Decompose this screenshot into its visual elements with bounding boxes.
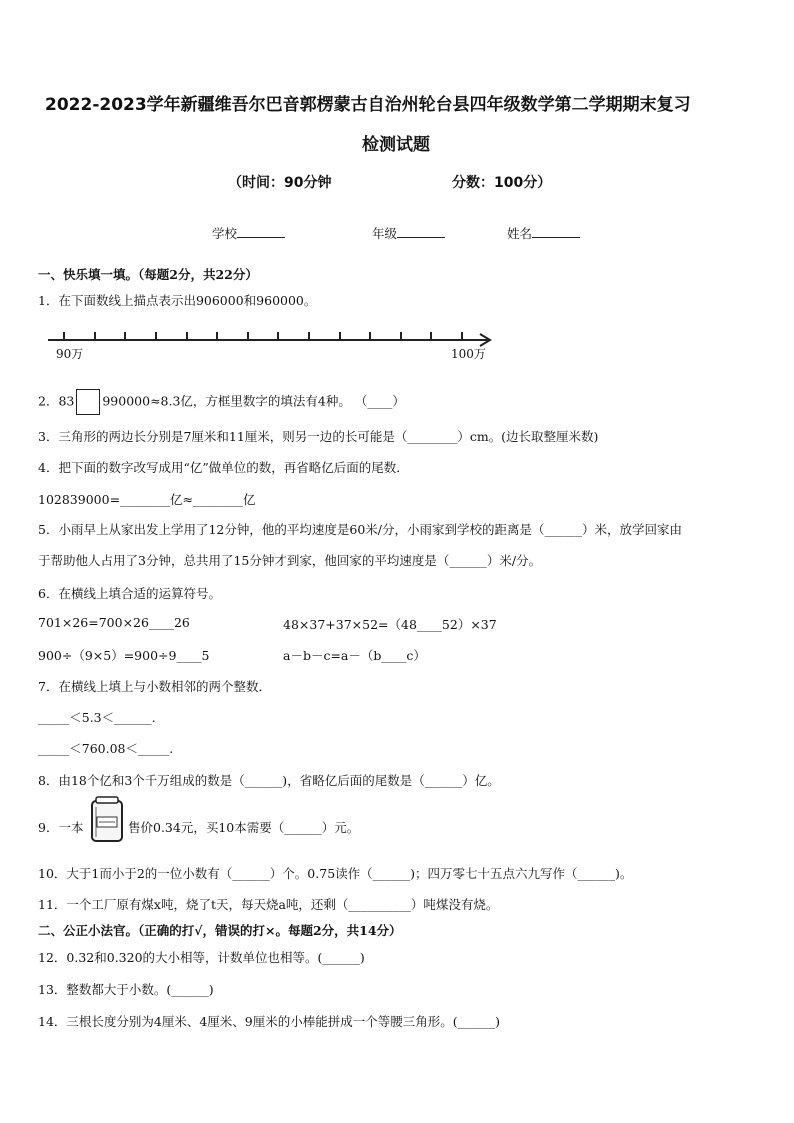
school-field[interactable]	[212, 224, 285, 242]
question-6-c: 900÷（9×5）=900÷9____5	[38, 648, 210, 663]
question-7: 7．在横线上填上与小数相邻的两个整数．	[38, 679, 271, 694]
question-6-b: 48×37+37×52=（48____52）×37	[283, 617, 497, 632]
name-label: 姓名	[507, 226, 533, 241]
question-7-b: _____＜760.08＜_____.	[38, 741, 174, 756]
question-8: 8．由18个亿和3个千万组成的数是（______)，省略亿后面的尾数是（______）亿。	[38, 773, 500, 788]
question-5-line-2: 于帮助他人占用了3分钟，总共用了15分钟才到家，他回家的平均速度是（______）米/分。	[38, 553, 542, 568]
question-4-blank: 102839000=________亿≈________亿	[38, 492, 256, 507]
question-3: 3．三角形的两边长分别是7厘米和11厘米，则另一边的长可能是（________）cm。(边长取整厘米数)	[38, 429, 599, 444]
question-14: 14．三根长度分别为4厘米、4厘米、9厘米的小棒能拼成一个等腰三角形。(______)	[38, 1014, 501, 1029]
question-6-a: 701×26=700×26____26	[38, 615, 190, 630]
question-12: 12．0.32和0.320的大小相等，计数单位也相等。(______)	[38, 950, 365, 965]
question-9-prefix: 9．一本	[38, 820, 84, 835]
section-2-heading: 二、公正小法官。（正确的打√，错误的打×。每题2分，共14分）	[38, 923, 402, 938]
title-line-1: 2022-2023学年新疆维吾尔巴音郭楞蒙古自治州轮台县四年级数学第二学期期末复习	[45, 95, 691, 115]
question-9: 售价0.34元，买10本需要（______）元。	[128, 820, 360, 835]
question-13: 13．整数都大于小数。(______)	[38, 982, 214, 997]
number-line-right-label: 100万	[451, 347, 486, 361]
number-line-left-label: 90万	[56, 347, 84, 361]
question-7-a: _____＜5.3＜______.	[38, 710, 156, 725]
notebook-icon	[88, 795, 126, 845]
answer-box[interactable]	[76, 389, 100, 415]
exam-time: （时间：90分钟	[228, 175, 332, 191]
grade-field[interactable]	[372, 224, 445, 242]
question-10: 10．大于1而小于2的一位小数有（______）个。0.75读作（______)；四万零七十五点六九写作（______)。	[38, 866, 633, 881]
name-field[interactable]	[507, 224, 580, 242]
question-5-line-1: 5．小雨早上从家出发上学用了12分钟，他的平均速度是60米/分，小雨家到学校的距离是（______）米，放学回家由	[38, 522, 682, 537]
section-1-heading: 一、快乐填一填。（每题2分，共22分）	[38, 267, 258, 282]
question-4: 4．把下面的数字改写成用“亿”做单位的数，再省略亿后面的尾数．	[38, 460, 409, 475]
question-2: 2．83 990000≈8.3亿，方框里数字的填法有4种。 （____）	[38, 389, 405, 415]
question-6: 6．在横线上填合适的运算符号。	[38, 586, 221, 601]
question-6-d: a－b－c=a－（b____c）	[283, 648, 426, 663]
title-line-2: 检测试题	[362, 135, 430, 155]
number-line	[40, 322, 500, 372]
school-label: 学校	[212, 226, 238, 241]
grade-label: 年级	[372, 226, 398, 241]
exam-score: 分数：100分）	[452, 175, 552, 191]
question-1: 1．在下面数线上描点表示出906000和960000。	[38, 293, 317, 308]
question-11: 11．一个工厂原有煤x吨，烧了t天，每天烧a吨，还剩（__________）吨煤没有烧。	[38, 897, 499, 912]
